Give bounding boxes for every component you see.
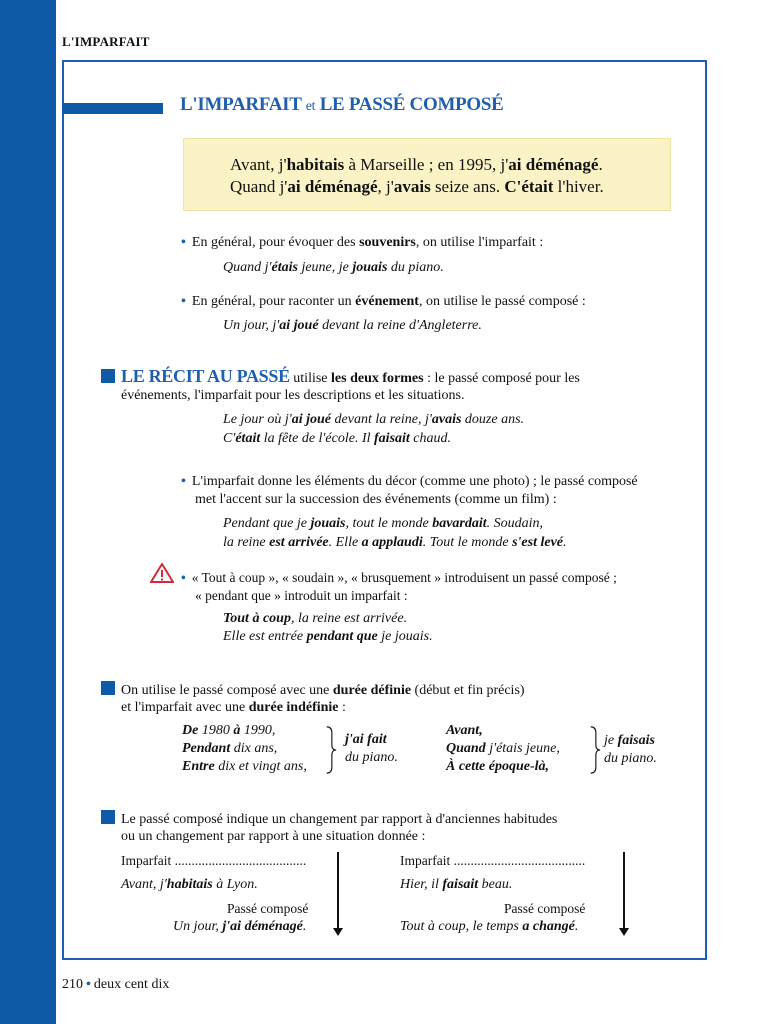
- running-head: L'IMPARFAIT: [62, 34, 150, 49]
- duree-left-result-1: j'ai fait: [345, 732, 387, 747]
- changement-left-label-2: Passé composé: [227, 901, 309, 916]
- brace-right: [589, 722, 601, 778]
- duree-line-1: On utilise le passé composé avec une durée définie (début et fin précis): [101, 681, 525, 699]
- duree-right-2: Quand j'étais jeune,: [446, 741, 560, 756]
- page-number-words: deux cent dix: [93, 977, 170, 992]
- changement-right-label-1: Imparfait .......................................: [400, 853, 586, 868]
- duree-right-result-2: du piano.: [604, 751, 657, 766]
- warning-example-2: Elle est entrée pendant que je jouais.: [223, 629, 433, 644]
- duree-left-result-2: du piano.: [345, 750, 398, 765]
- arrow-right-line: [623, 852, 625, 929]
- changement-right-example-2: Tout à coup, le temps a changé.: [400, 919, 579, 934]
- arrow-down-icon: [619, 928, 629, 936]
- changement-left-example-2: Un jour, j'ai déménagé.: [173, 919, 307, 934]
- warning-line-2: « pendant que » introduit un imparfait :: [195, 588, 408, 603]
- bullet-dot: •: [181, 235, 186, 250]
- warning-icon: [150, 563, 174, 583]
- recit-example-1: Le jour où j'ai joué devant la reine, j'avais douze ans.: [223, 412, 525, 427]
- changement-right-example-1: Hier, il faisait beau.: [400, 877, 513, 892]
- decor-example-2: la reine est arrivée. Elle a applaudi. Tout le monde s'est levé.: [223, 535, 567, 550]
- intro-example-box: [183, 138, 671, 211]
- section-square-icon: [101, 369, 115, 383]
- bullet-decor: • L'imparfait donne les éléments du décor (comme une photo) ; le passé composé: [181, 474, 638, 489]
- bullet-evenement: • En général, pour raconter un événement, on utilise le passé composé :: [181, 294, 586, 309]
- bullet-warning: • « Tout à coup », « soudain », « brusquement » introduisent un passé composé ;: [181, 570, 617, 585]
- duree-left-1: De 1980 à 1990,: [182, 723, 276, 738]
- changement-left-example-1: Avant, j'habitais à Lyon.: [121, 877, 258, 892]
- section-square-icon: [101, 810, 115, 824]
- section-square-icon: [101, 681, 115, 695]
- decor-example-1: Pendant que je jouais, tout le monde bavardait. Soudain,: [223, 516, 544, 531]
- page-footer: [62, 977, 169, 993]
- duree-right-3: À cette époque-là,: [446, 759, 550, 774]
- intro-line-2: Quand j'ai déménagé, j'avais seize ans. C'était l'hiver.: [230, 177, 604, 196]
- bullet-dot: •: [181, 570, 186, 585]
- title-bar: [62, 103, 163, 114]
- changement-right-label-2: Passé composé: [504, 901, 586, 916]
- bullet-dot: •: [181, 474, 186, 489]
- recit-example-2: C'était la fête de l'école. Il faisait chaud.: [223, 431, 452, 446]
- decor-line-2: met l'accent sur la succession des événements (comme un film) :: [195, 492, 557, 507]
- arrow-left-line: [337, 852, 339, 929]
- duree-right-result-1: je faisais: [604, 733, 655, 748]
- example-souvenirs: Quand j'étais jeune, je jouais du piano.: [223, 260, 444, 275]
- bullet-dot: •: [86, 977, 91, 992]
- example-evenement: Un jour, j'ai joué devant la reine d'Angleterre.: [223, 318, 482, 333]
- duree-line-2: et l'imparfait avec une durée indéfinie :: [121, 700, 346, 715]
- changement-left-label-1: Imparfait .......................................: [121, 853, 307, 868]
- recit-line-2: événements, l'imparfait pour les descriptions et les situations.: [121, 388, 465, 403]
- brace-left: [325, 722, 337, 778]
- page-number: 210: [62, 977, 83, 992]
- page-title: L'IMPARFAIT et LE PASSÉ COMPOSÉ: [180, 94, 504, 115]
- page-spine: [0, 0, 56, 1024]
- bullet-dot: •: [181, 294, 186, 309]
- changement-line-1: Le passé composé indique un changement par rapport à d'anciennes habitudes: [101, 810, 557, 828]
- arrow-down-icon: [333, 928, 343, 936]
- duree-right-1: Avant,: [446, 723, 483, 738]
- recit-heading-line: LE RÉCIT AU PASSÉ utilise les deux formes : le passé composé pour les: [101, 368, 580, 387]
- warning-example-1: Tout à coup, la reine est arrivée.: [223, 611, 408, 626]
- duree-left-3: Entre dix et vingt ans,: [182, 759, 307, 774]
- intro-line-1: Avant, j'habitais à Marseille ; en 1995, j'ai déménagé.: [230, 155, 603, 174]
- duree-left-2: Pendant dix ans,: [182, 741, 278, 756]
- changement-line-2: ou un changement par rapport à une situation donnée :: [121, 829, 426, 844]
- bullet-souvenirs: • En général, pour évoquer des souvenirs, on utilise l'imparfait :: [181, 235, 544, 250]
